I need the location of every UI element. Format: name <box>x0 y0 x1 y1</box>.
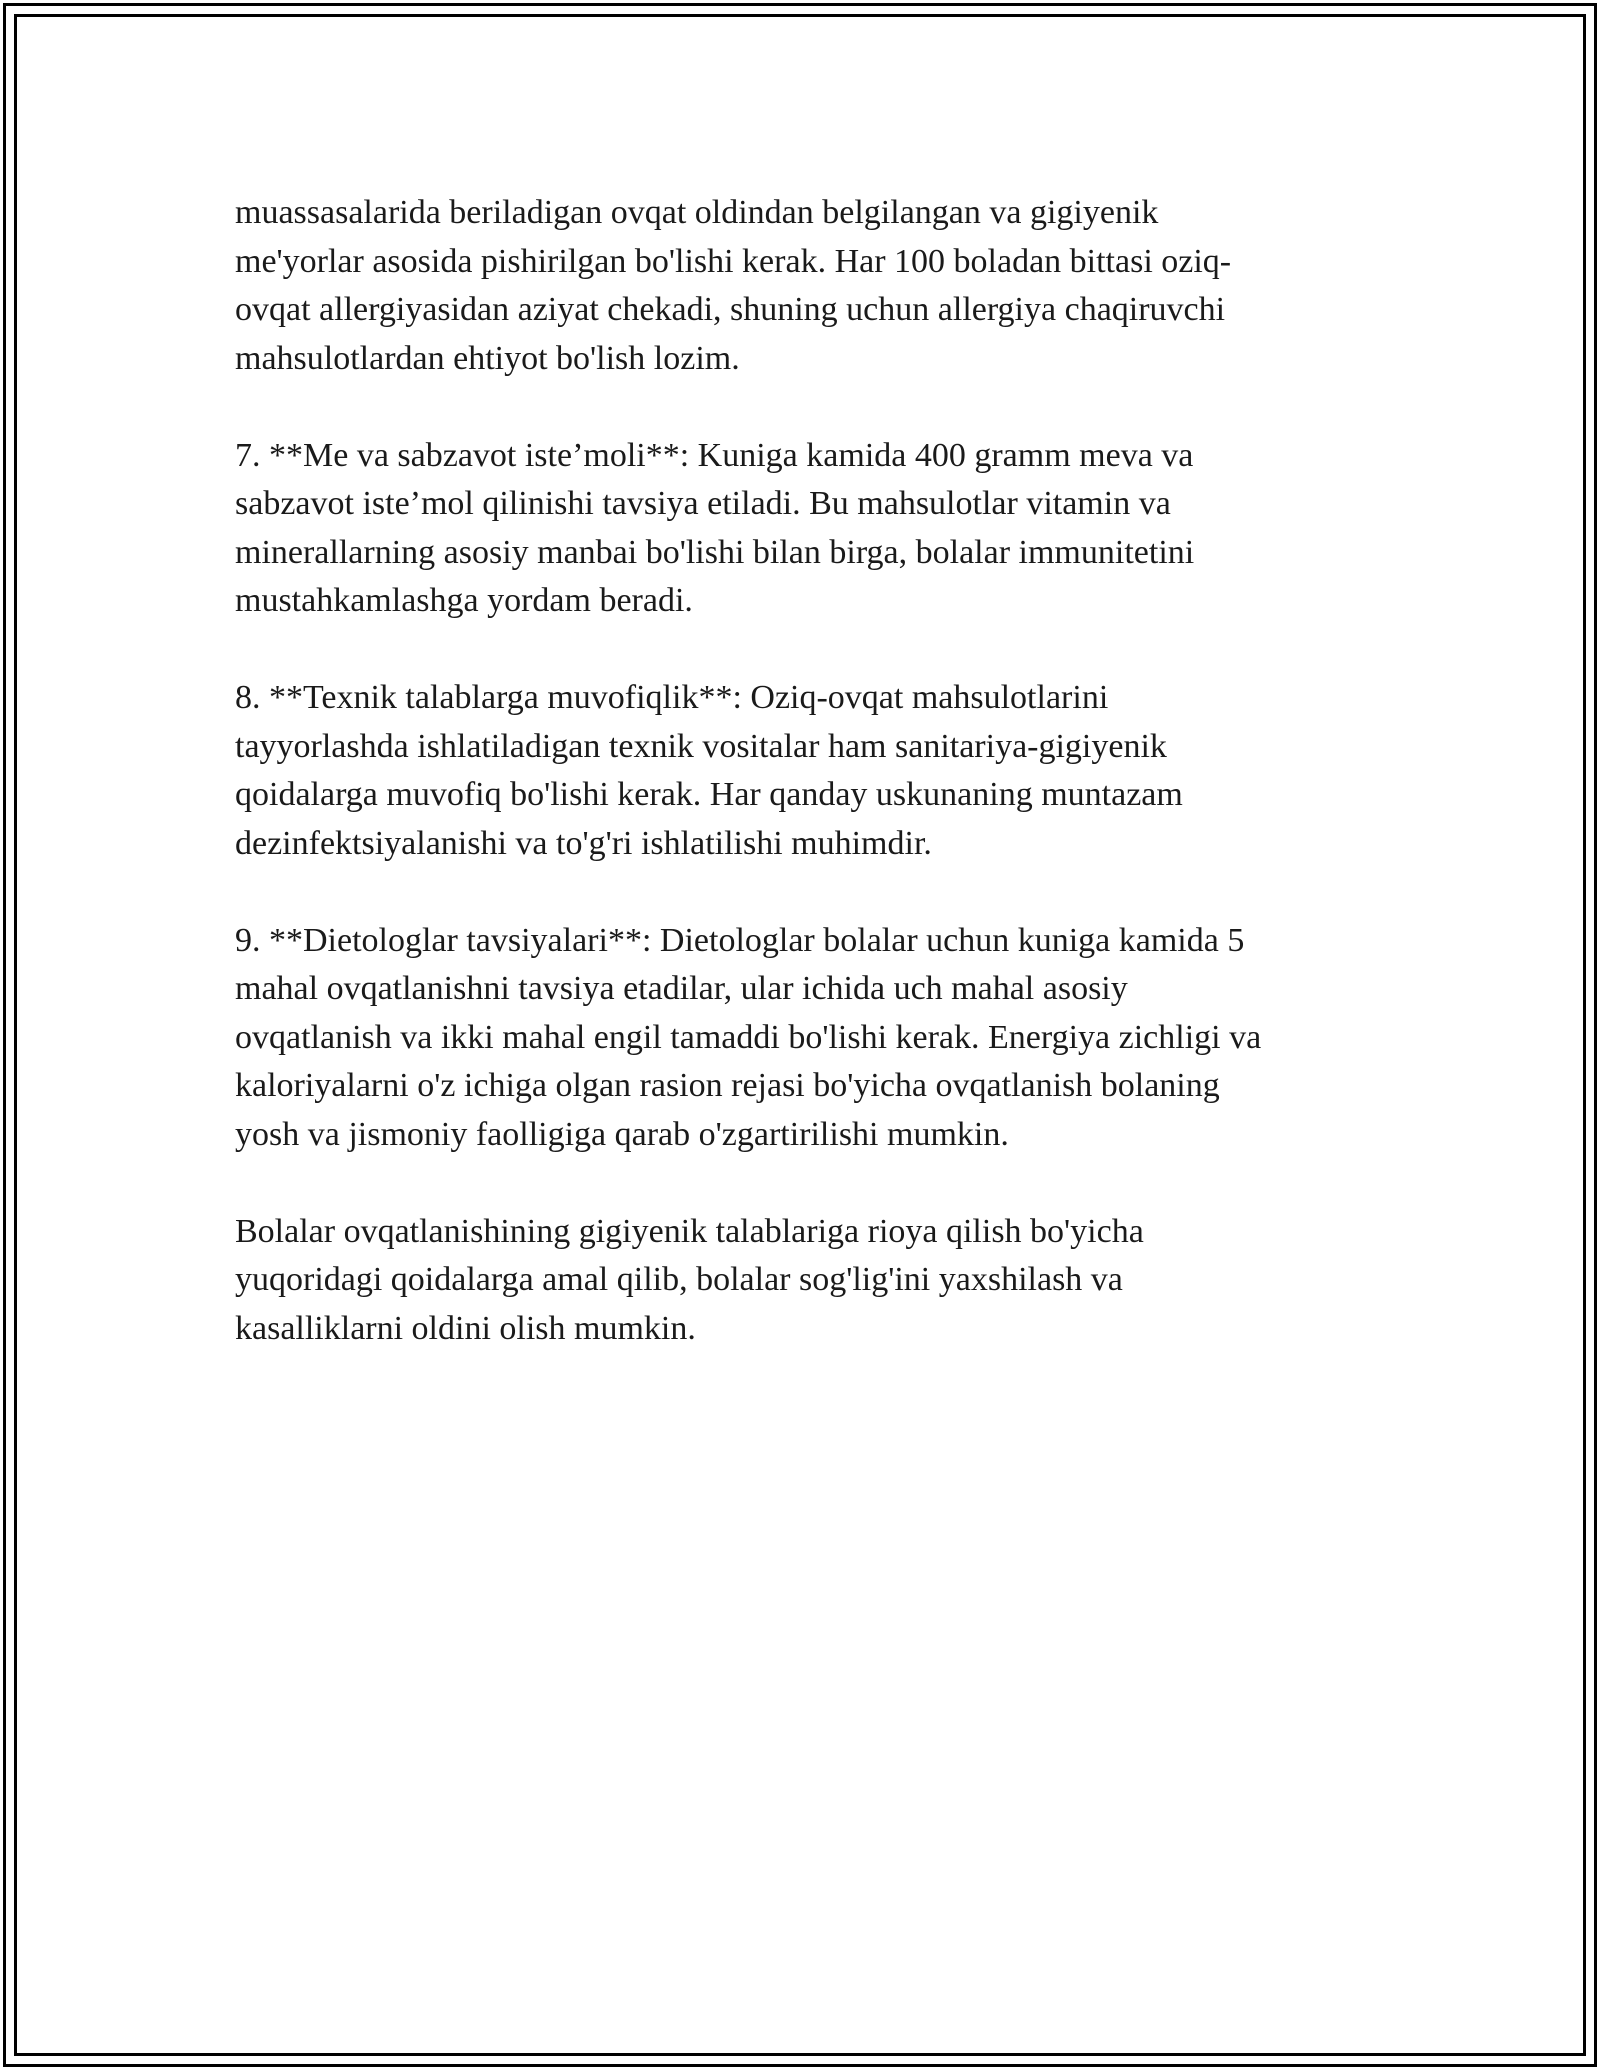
paragraph-item-7: 7. **Me va sabzavot iste’moli**: Kuniga kamida 400 gramm meva va sabzavot iste’mol qilinishi tavsiya etiladi. Bu mahsulotlar vitamin va minerallarning asosiy manbai bo'lishi bilan birga, bolalar immunitetini mustahkamlashga yordam beradi. <box>235 436 1195 619</box>
paragraph-item-9: 9. **Dietologlar tavsiyalari**: Dietologlar bolalar uchun kuniga kamida 5 mahal ovqatlanishni tavsiya etadilar, ular ichida uch mahal asosiy ovqatlanish va ikki mahal engil tamaddi bo'lishi kerak. Energiya zichligi va kaloriyalarni o'z ichiga olgan rasion rejasi bo'yicha ovqatlanish bolaning yosh va jismoniy faolligiga qarab o'zgartirilishi mumkin. <box>235 921 1262 1153</box>
paragraph-item-8: 8. **Texnik talablarga muvofiqlik**: Oziq-ovqat mahsulotlarini tayyorlashda ishlatiladigan texnik vositalar ham sanitariya-gigiyenik qoidalarga muvofiq bo'lishi kerak. Har qanday uskunaning muntazam dezinfektsiyalanishi va to'g'ri ishlatilishi muhimdir. <box>235 679 1183 862</box>
paragraph-conclusion: Bolalar ovqatlanishining gigiyenik talablariga rioya qilish bo'yicha yuqoridagi qoidalarga amal qilib, bolalar sog'lig'ini yaxshilash va kasalliklarni oldini olish mumkin. <box>235 1212 1144 1347</box>
paragraph-intro-continuation: muassasalarida beriladigan ovqat oldindan belgilangan va gigiyenik me'yorlar asosida pishirilgan bo'lishi kerak. Har 100 boladan bittasi oziq- ovqat allergiyasidan aziyat chekadi, shuning uchun allergiya chaqiruvchi mahsulotlardan ehtiyot bo'lish lozim. <box>235 194 1232 377</box>
document-body <box>235 189 1365 1402</box>
